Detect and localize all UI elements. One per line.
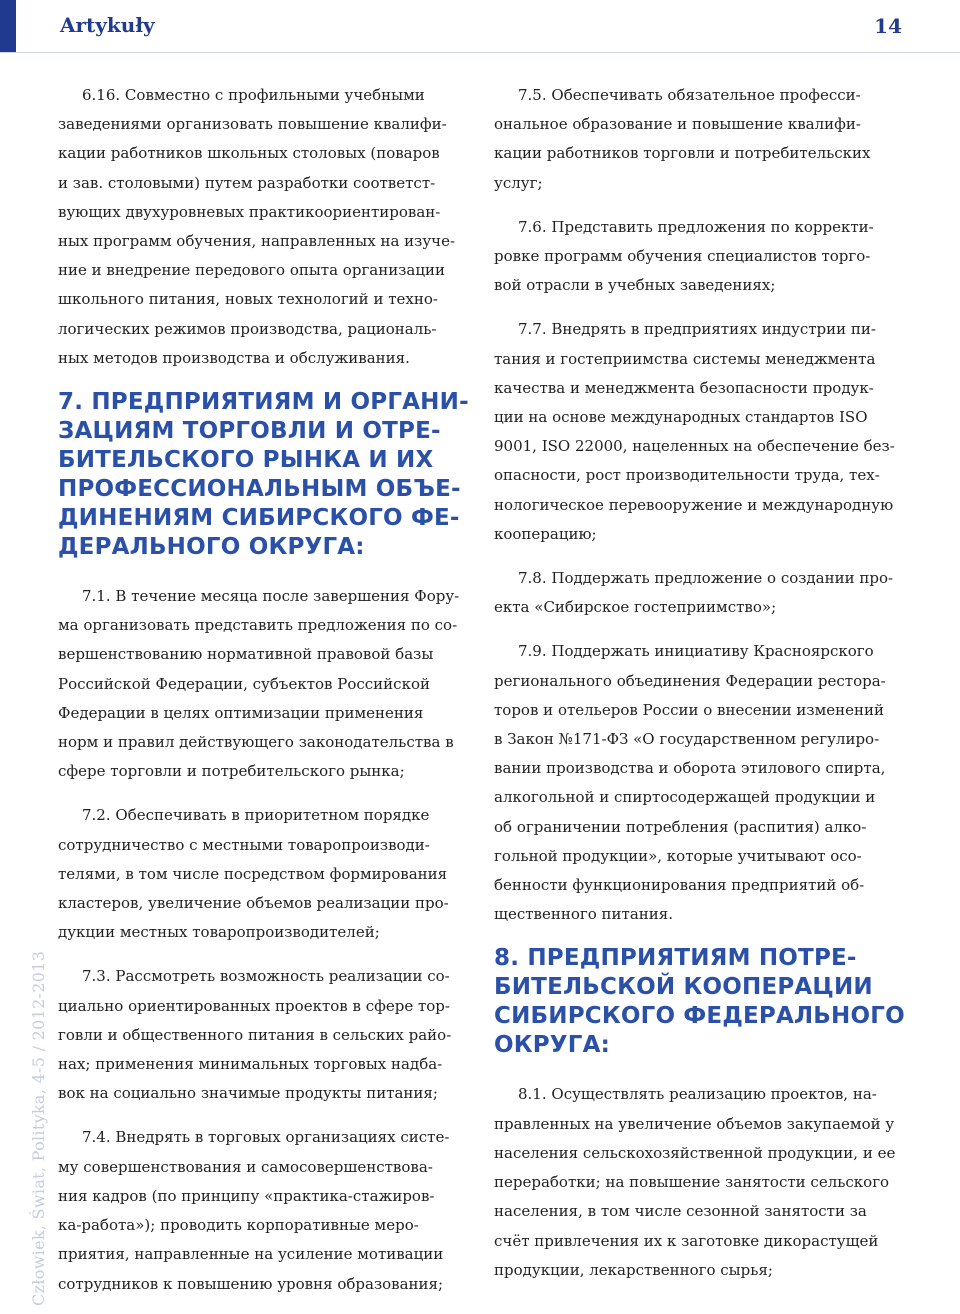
text-line: 7.2. Обеспечивать в приоритетном порядке [82, 806, 430, 825]
text-line: му совершенствования и самосовершенствова- [58, 1157, 433, 1176]
text-line: ка-работа»); проводить корпоративные меро- [58, 1216, 419, 1235]
text-line: школьного питания, новых технологий и техно- [58, 290, 438, 309]
text-line: ции на основе международных стандартов ISO [494, 408, 868, 427]
text-line: щественного питания. [494, 905, 673, 924]
heading-line: 7. ПРЕДПРИЯТИЯМ И ОРГАНИ- [58, 389, 469, 416]
text-line: вершенствованию нормативной правовой базы [58, 645, 434, 664]
text-line: торов и отельеров России о внесении изменений [494, 700, 884, 719]
text-line: 7.1. В течение месяца после завершения Фору- [82, 587, 460, 606]
text-line: ных методов производства и обслуживания. [58, 348, 410, 367]
text-line: кооперацию; [494, 524, 597, 543]
page-number: 14 [874, 14, 902, 38]
text-line: дукции местных товаропроизводителей; [58, 923, 380, 942]
text-line: 7.4. Внедрять в торговых организациях систе- [82, 1128, 450, 1147]
heading-line: БИТЕЛЬСКОЙ КООПЕРАЦИИ [494, 974, 873, 1001]
heading-line: ЗАЦИЯМ ТОРГОВЛИ И ОТРЕ- [58, 418, 441, 445]
heading-line: БИТЕЛЬСКОГО РЫНКА И ИХ [58, 447, 434, 474]
text-line: сотрудничество с местными товаропроизводи- [58, 835, 430, 854]
paragraph-7-7 [494, 315, 904, 549]
heading-line: СИБИРСКОГО ФЕДЕРАЛЬНОГО [494, 1003, 905, 1030]
text-line: 9001, ISO 22000, нацеленных на обеспечение без- [494, 437, 895, 456]
text-line: переработки; на повышение занятости сельского [494, 1173, 890, 1192]
text-line: вой отрасли в учебных заведениях; [494, 276, 776, 295]
text-line: опасности, рост производительности труда, тех- [494, 466, 880, 485]
section-heading-8 [494, 944, 904, 1060]
heading-line: ДИНЕНИЯМ СИБИРСКОГО ФЕ- [58, 505, 460, 532]
text-line: логических режимов производства, рациональ- [58, 319, 437, 338]
text-line: в Закон №171-ФЗ «О государственном регулиро- [494, 730, 880, 749]
section-heading-7 [58, 388, 468, 562]
text-line: об ограничении потребления (распития) алко- [494, 817, 867, 836]
text-line: кации работников школьных столовых (поваров [58, 144, 440, 163]
heading-line: ДЕРАЛЬНОГО ОКРУГА: [58, 534, 365, 561]
paragraph-7-8 [494, 564, 904, 622]
text-line: ональное образование и повышение квалифи- [494, 115, 861, 134]
text-line: сфере торговли и потребительского рынка; [58, 762, 405, 781]
text-line: регионального объединения Федерации рестора- [494, 671, 886, 690]
text-line: вок на социально значимые продукты питания; [58, 1084, 438, 1103]
paragraph-7-9 [494, 637, 904, 929]
paragraph-7-1 [58, 582, 468, 786]
text-line: населения сельскохозяйственной продукции, и ее [494, 1143, 896, 1162]
header-accent-bar [0, 0, 16, 52]
text-line: ние и внедрение передового опыта организации [58, 261, 446, 280]
text-line: ма организовать представить предложения по со- [58, 616, 458, 635]
page-header [0, 0, 960, 53]
paragraph-7-5 [494, 81, 904, 198]
text-line: норм и правил действующего законодательства в [58, 733, 454, 752]
text-line: услуг; [494, 173, 543, 192]
paragraph-7-3 [58, 962, 468, 1108]
heading-line: ПРОФЕССИОНАЛЬНЫМ ОБЪЕ- [58, 476, 461, 503]
text-line: екта «Сибирское гостеприимство»; [494, 598, 777, 617]
text-line: гольной продукции», которые учитывают осо- [494, 846, 862, 865]
text-line: 6.16. Совместно с профильными учебными [82, 86, 425, 104]
text-line: вующих двухуровневых практикоориентирован- [58, 202, 441, 221]
text-line: ровке программ обучения специалистов торго- [494, 247, 871, 266]
paragraph-7-4 [58, 1123, 468, 1298]
text-line: циально ориентированных проектов в сфере тор- [58, 996, 450, 1015]
text-line: бенности функционирования предприятий об- [494, 876, 865, 895]
section-name: Artykuły [60, 13, 155, 37]
text-line: говли и общественного питания в сельских райо- [58, 1025, 452, 1044]
text-line: населения, в том числе сезонной занятости за [494, 1202, 867, 1221]
text-line: Федерации в целях оптимизации применения [58, 703, 424, 722]
text-line: заведениями организовать повышение квалифи- [58, 115, 447, 134]
text-line: 7.9. Поддержать инициативу Красноярского [518, 642, 874, 661]
text-line: счёт привлечения их к заготовке дикорастущей [494, 1231, 879, 1250]
text-line: сотрудников к повышению уровня образования; [58, 1274, 444, 1293]
text-line: качества и менеджмента безопасности продук- [494, 378, 874, 397]
text-line: приятия, направленные на усиление мотивации [58, 1245, 444, 1264]
text-line: кластеров, увеличение объемов реализации про- [58, 894, 449, 913]
text-line: и зав. столовыми) путем разработки соответст- [58, 173, 436, 192]
heading-line: 8. ПРЕДПРИЯТИЯМ ПОТРЕ- [494, 945, 857, 972]
text-line: алкогольной и спиртосодержащей продукции и [494, 788, 876, 807]
text-line: ния кадров (по принципу «практика-стажиров- [58, 1186, 435, 1205]
text-line: правленных на увеличение объемов закупаемой у [494, 1114, 895, 1133]
text-line: 7.3. Рассмотреть возможность реализации со- [82, 967, 450, 986]
text-line: 7.5. Обеспечивать обязательное професси- [518, 86, 861, 104]
text-line: нологическое перевооружение и международную [494, 495, 894, 514]
paragraph-8-1 [494, 1080, 904, 1284]
text-line: 7.6. Представить предложения по корректи- [518, 217, 874, 236]
text-line: продукции, лекарственного сырья; [494, 1260, 773, 1279]
text-line: 7.8. Поддержать предложение о создании про- [518, 569, 894, 588]
text-line: нах; применения минимальных торговых надба- [58, 1055, 443, 1074]
paragraph-7-2 [58, 801, 468, 947]
text-line: 8.1. Осуществлять реализацию проектов, на- [518, 1085, 877, 1104]
text-line: Российской Федерации, субъектов Российской [58, 674, 430, 693]
text-line: тания и гостеприимства системы менеджмента [494, 349, 876, 368]
journal-side-label: Człowiek, Świat, Polityka, 4-5 / 2012-2013 [29, 950, 48, 1306]
paragraph-7-6 [494, 213, 904, 301]
text-line: вании производства и оборота этилового спирта, [494, 759, 886, 778]
heading-line: ОКРУГА: [494, 1032, 610, 1059]
text-line: телями, в том числе посредством формирования [58, 864, 448, 883]
text-line: 7.7. Внедрять в предприятиях индустрии пи- [518, 320, 876, 339]
paragraph-6-16 [58, 81, 468, 373]
text-line: кации работников торговли и потребительских [494, 144, 871, 163]
right-column [494, 81, 904, 1300]
text-line: ных программ обучения, направленных на изуче- [58, 232, 456, 251]
left-column [58, 81, 468, 1314]
